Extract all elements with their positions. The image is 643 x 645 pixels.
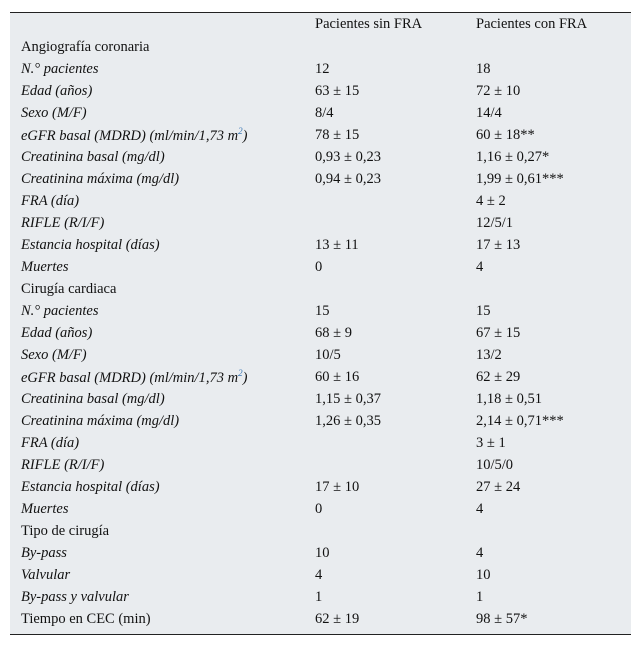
value-sin-fra: 68 ± 9 <box>315 324 352 341</box>
table-row <box>10 80 631 102</box>
table-row <box>10 300 631 322</box>
row-label: Creatinina máxima (mg/dl) <box>21 412 180 429</box>
table-row <box>10 168 631 190</box>
row-label-close: ) <box>242 369 248 386</box>
row-label: RIFLE (R/I/F) <box>21 456 105 473</box>
table-row-section <box>10 520 631 542</box>
value-sin-fra: 17 ± 10 <box>315 478 360 495</box>
row-label: Creatinina basal (mg/dl) <box>21 390 165 407</box>
section-label: Cirugía cardiaca <box>21 280 117 297</box>
header-col-sin-fra: Pacientes sin FRA <box>315 16 423 32</box>
table-row <box>10 58 631 80</box>
value-con-fra <box>476 278 631 300</box>
value-con-fra: 4 <box>476 500 484 517</box>
value-con-fra: 1,99 ± 0,61*** <box>476 170 564 187</box>
row-label: Muertes <box>21 258 69 275</box>
row-label: Estancia hospital (días) <box>21 478 160 495</box>
data-table-panel <box>10 12 631 635</box>
table-row <box>10 322 631 344</box>
value-con-fra: 15 <box>476 302 491 319</box>
value-sin-fra: 0,93 ± 0,23 <box>315 148 381 165</box>
value-sin-fra <box>315 212 476 234</box>
row-label: Tiempo en CEC (min) <box>21 610 151 627</box>
table-row <box>10 212 631 234</box>
row-label: Sexo (M/F) <box>21 346 87 363</box>
table-row <box>10 366 631 388</box>
value-sin-fra: 10 <box>315 544 330 561</box>
value-sin-fra: 13 ± 11 <box>315 236 359 253</box>
superscript: 2 <box>238 125 243 136</box>
row-label: Sexo (M/F) <box>21 104 87 121</box>
table-row <box>10 608 631 630</box>
row-label: By-pass <box>21 544 67 561</box>
table-row <box>10 102 631 124</box>
value-con-fra: 12/5/1 <box>476 214 514 231</box>
table-row <box>10 190 631 212</box>
row-label-text: eGFR basal (MDRD) (ml/min/1,73 m <box>21 369 239 386</box>
row-label: Creatinina basal (mg/dl) <box>21 148 165 165</box>
row-label: Muertes <box>21 500 69 517</box>
value-sin-fra: 1 <box>315 588 323 605</box>
value-sin-fra <box>315 36 476 58</box>
value-sin-fra: 0 <box>315 500 323 517</box>
value-con-fra: 4 <box>476 544 484 561</box>
data-table <box>10 13 631 630</box>
value-sin-fra: 12 <box>315 60 330 77</box>
table-row <box>10 564 631 586</box>
table-row <box>10 344 631 366</box>
value-con-fra: 4 <box>476 258 484 275</box>
value-sin-fra: 10/5 <box>315 346 341 363</box>
table-row <box>10 146 631 168</box>
value-con-fra: 10/5/0 <box>476 456 514 473</box>
header-label-cell <box>10 13 315 36</box>
value-con-fra: 3 ± 1 <box>476 434 506 451</box>
section-label: Tipo de cirugía <box>21 522 110 539</box>
value-con-fra: 98 ± 57* <box>476 610 528 627</box>
row-label: By-pass y valvular <box>21 588 129 605</box>
table-row <box>10 476 631 498</box>
value-con-fra: 13/2 <box>476 346 502 363</box>
value-sin-fra <box>315 454 476 476</box>
value-sin-fra <box>315 432 476 454</box>
value-con-fra <box>476 36 631 58</box>
row-label: Edad (años) <box>21 82 93 99</box>
table-row <box>10 410 631 432</box>
row-label: RIFLE (R/I/F) <box>21 214 105 231</box>
table-row <box>10 124 631 146</box>
value-sin-fra: 63 ± 15 <box>315 82 360 99</box>
value-con-fra: 1,16 ± 0,27* <box>476 148 550 165</box>
value-sin-fra <box>315 190 476 212</box>
row-label: Edad (años) <box>21 324 93 341</box>
value-con-fra: 18 <box>476 60 491 77</box>
row-label <box>10 124 315 146</box>
table-row-section <box>10 278 631 300</box>
table-row <box>10 542 631 564</box>
value-sin-fra: 0,94 ± 0,23 <box>315 170 381 187</box>
table-header-row <box>10 13 631 36</box>
table-row <box>10 454 631 476</box>
value-con-fra: 10 <box>476 566 491 583</box>
row-label: Estancia hospital (días) <box>21 236 160 253</box>
value-con-fra: 62 ± 29 <box>476 368 521 385</box>
value-con-fra: 1,18 ± 0,51 <box>476 390 542 407</box>
value-con-fra: 17 ± 13 <box>476 236 521 253</box>
row-label: FRA (día) <box>21 192 80 209</box>
value-con-fra: 2,14 ± 0,71*** <box>476 412 564 429</box>
row-label: N.° pacientes <box>21 302 99 319</box>
table-row <box>10 256 631 278</box>
table-row <box>10 234 631 256</box>
value-con-fra: 60 ± 18** <box>476 126 535 143</box>
table-row <box>10 388 631 410</box>
value-sin-fra: 15 <box>315 302 330 319</box>
value-sin-fra: 60 ± 16 <box>315 368 360 385</box>
superscript: 2 <box>238 367 243 378</box>
value-sin-fra: 0 <box>315 258 323 275</box>
row-label: Creatinina máxima (mg/dl) <box>21 170 180 187</box>
value-sin-fra: 1,26 ± 0,35 <box>315 412 381 429</box>
table-row-section <box>10 36 631 58</box>
value-con-fra: 1 <box>476 588 484 605</box>
value-sin-fra <box>315 278 476 300</box>
row-label: N.° pacientes <box>21 60 99 77</box>
table-row <box>10 586 631 608</box>
table-row <box>10 432 631 454</box>
row-label <box>10 366 315 388</box>
value-sin-fra: 1,15 ± 0,37 <box>315 390 381 407</box>
value-con-fra: 4 ± 2 <box>476 192 506 209</box>
row-label: Valvular <box>21 566 71 583</box>
value-con-fra: 27 ± 24 <box>476 478 521 495</box>
table-row <box>10 498 631 520</box>
row-label-close: ) <box>242 127 248 144</box>
value-sin-fra <box>315 520 476 542</box>
value-con-fra <box>476 520 631 542</box>
value-sin-fra: 62 ± 19 <box>315 610 360 627</box>
value-con-fra: 67 ± 15 <box>476 324 521 341</box>
row-label: FRA (día) <box>21 434 80 451</box>
value-con-fra: 72 ± 10 <box>476 82 521 99</box>
value-sin-fra: 8/4 <box>315 104 334 121</box>
value-sin-fra: 78 ± 15 <box>315 126 360 143</box>
row-label-text: eGFR basal (MDRD) (ml/min/1,73 m <box>21 127 239 144</box>
header-col-con-fra: Pacientes con FRA <box>476 16 588 32</box>
value-sin-fra: 4 <box>315 566 323 583</box>
section-label: Angiografía coronaria <box>21 38 150 55</box>
value-con-fra: 14/4 <box>476 104 502 121</box>
